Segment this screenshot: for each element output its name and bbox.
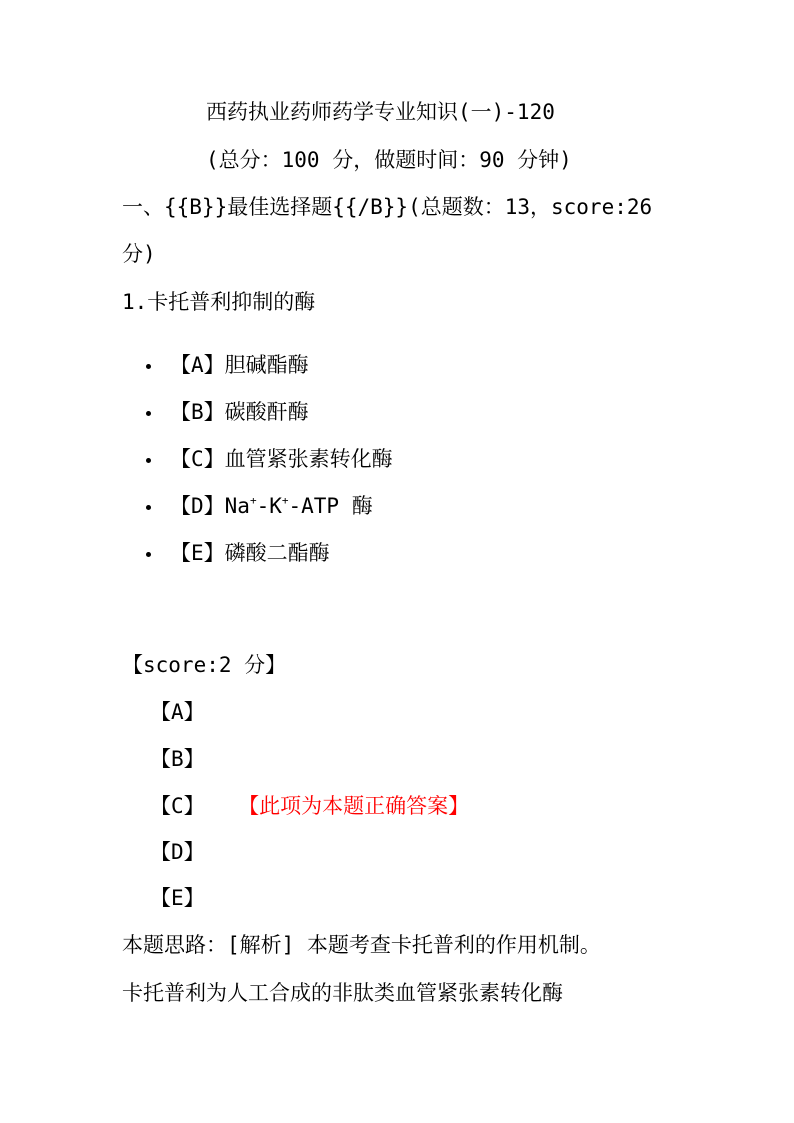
section-heading: 一、{{B}}最佳选择题{{/B}}(总题数：13，score:26 [122,195,653,219]
analysis-text-continued: 卡托普利为人工合成的非肽类血管紧张素转化酶 [122,981,563,1005]
answer-choice-d: 【D】 [150,840,205,864]
bullet-icon [146,398,170,426]
option-text-k: -K [256,494,282,518]
option-c [146,445,393,473]
correct-answer-note: 【此项为本题正确答案】 [248,794,470,818]
answer-choice-b: 【B】 [150,747,205,771]
bullet-icon [146,492,170,520]
bullet-icon [146,539,170,567]
superscript-plus: + [249,494,257,507]
option-label: 【A】 [170,353,225,377]
option-a [146,351,309,379]
option-text: 磷酸二酯酶 [224,541,330,565]
option-text: 胆碱酯酶 [224,353,309,377]
answer-choice-c-label: 【C】 [150,794,205,818]
answer-choice-c [150,792,469,820]
option-text: 血管紧张素转化酶 [224,447,393,471]
document-title: 西药执业药师药学专业知识(一)-120 [206,100,555,124]
answer-choice-a: 【A】 [150,700,205,724]
section-heading-continued: 分) [122,242,156,266]
option-label: 【E】 [170,541,225,565]
option-text: 碳酸酐酶 [224,400,309,424]
analysis-text: 本题思路：[解析] 本题考查卡托普利的作用机制。 [122,933,601,957]
option-b [146,398,309,426]
question-text: 1.卡托普利抑制的酶 [122,290,316,314]
bullet-icon [146,351,170,379]
score-label: 【score:2 分】 [122,653,287,677]
option-text-na: Na [224,494,250,518]
answer-choice-e: 【E】 [150,886,205,910]
option-text-atp: -ATP 酶 [288,494,373,518]
option-e [146,539,330,567]
option-label: 【D】 [170,494,225,518]
superscript-plus: + [281,494,289,507]
option-label: 【C】 [170,447,225,471]
bullet-icon [146,445,170,473]
option-d [146,492,373,520]
document-subtitle: (总分：100 分，做题时间：90 分钟) [206,148,572,172]
option-label: 【B】 [170,400,225,424]
